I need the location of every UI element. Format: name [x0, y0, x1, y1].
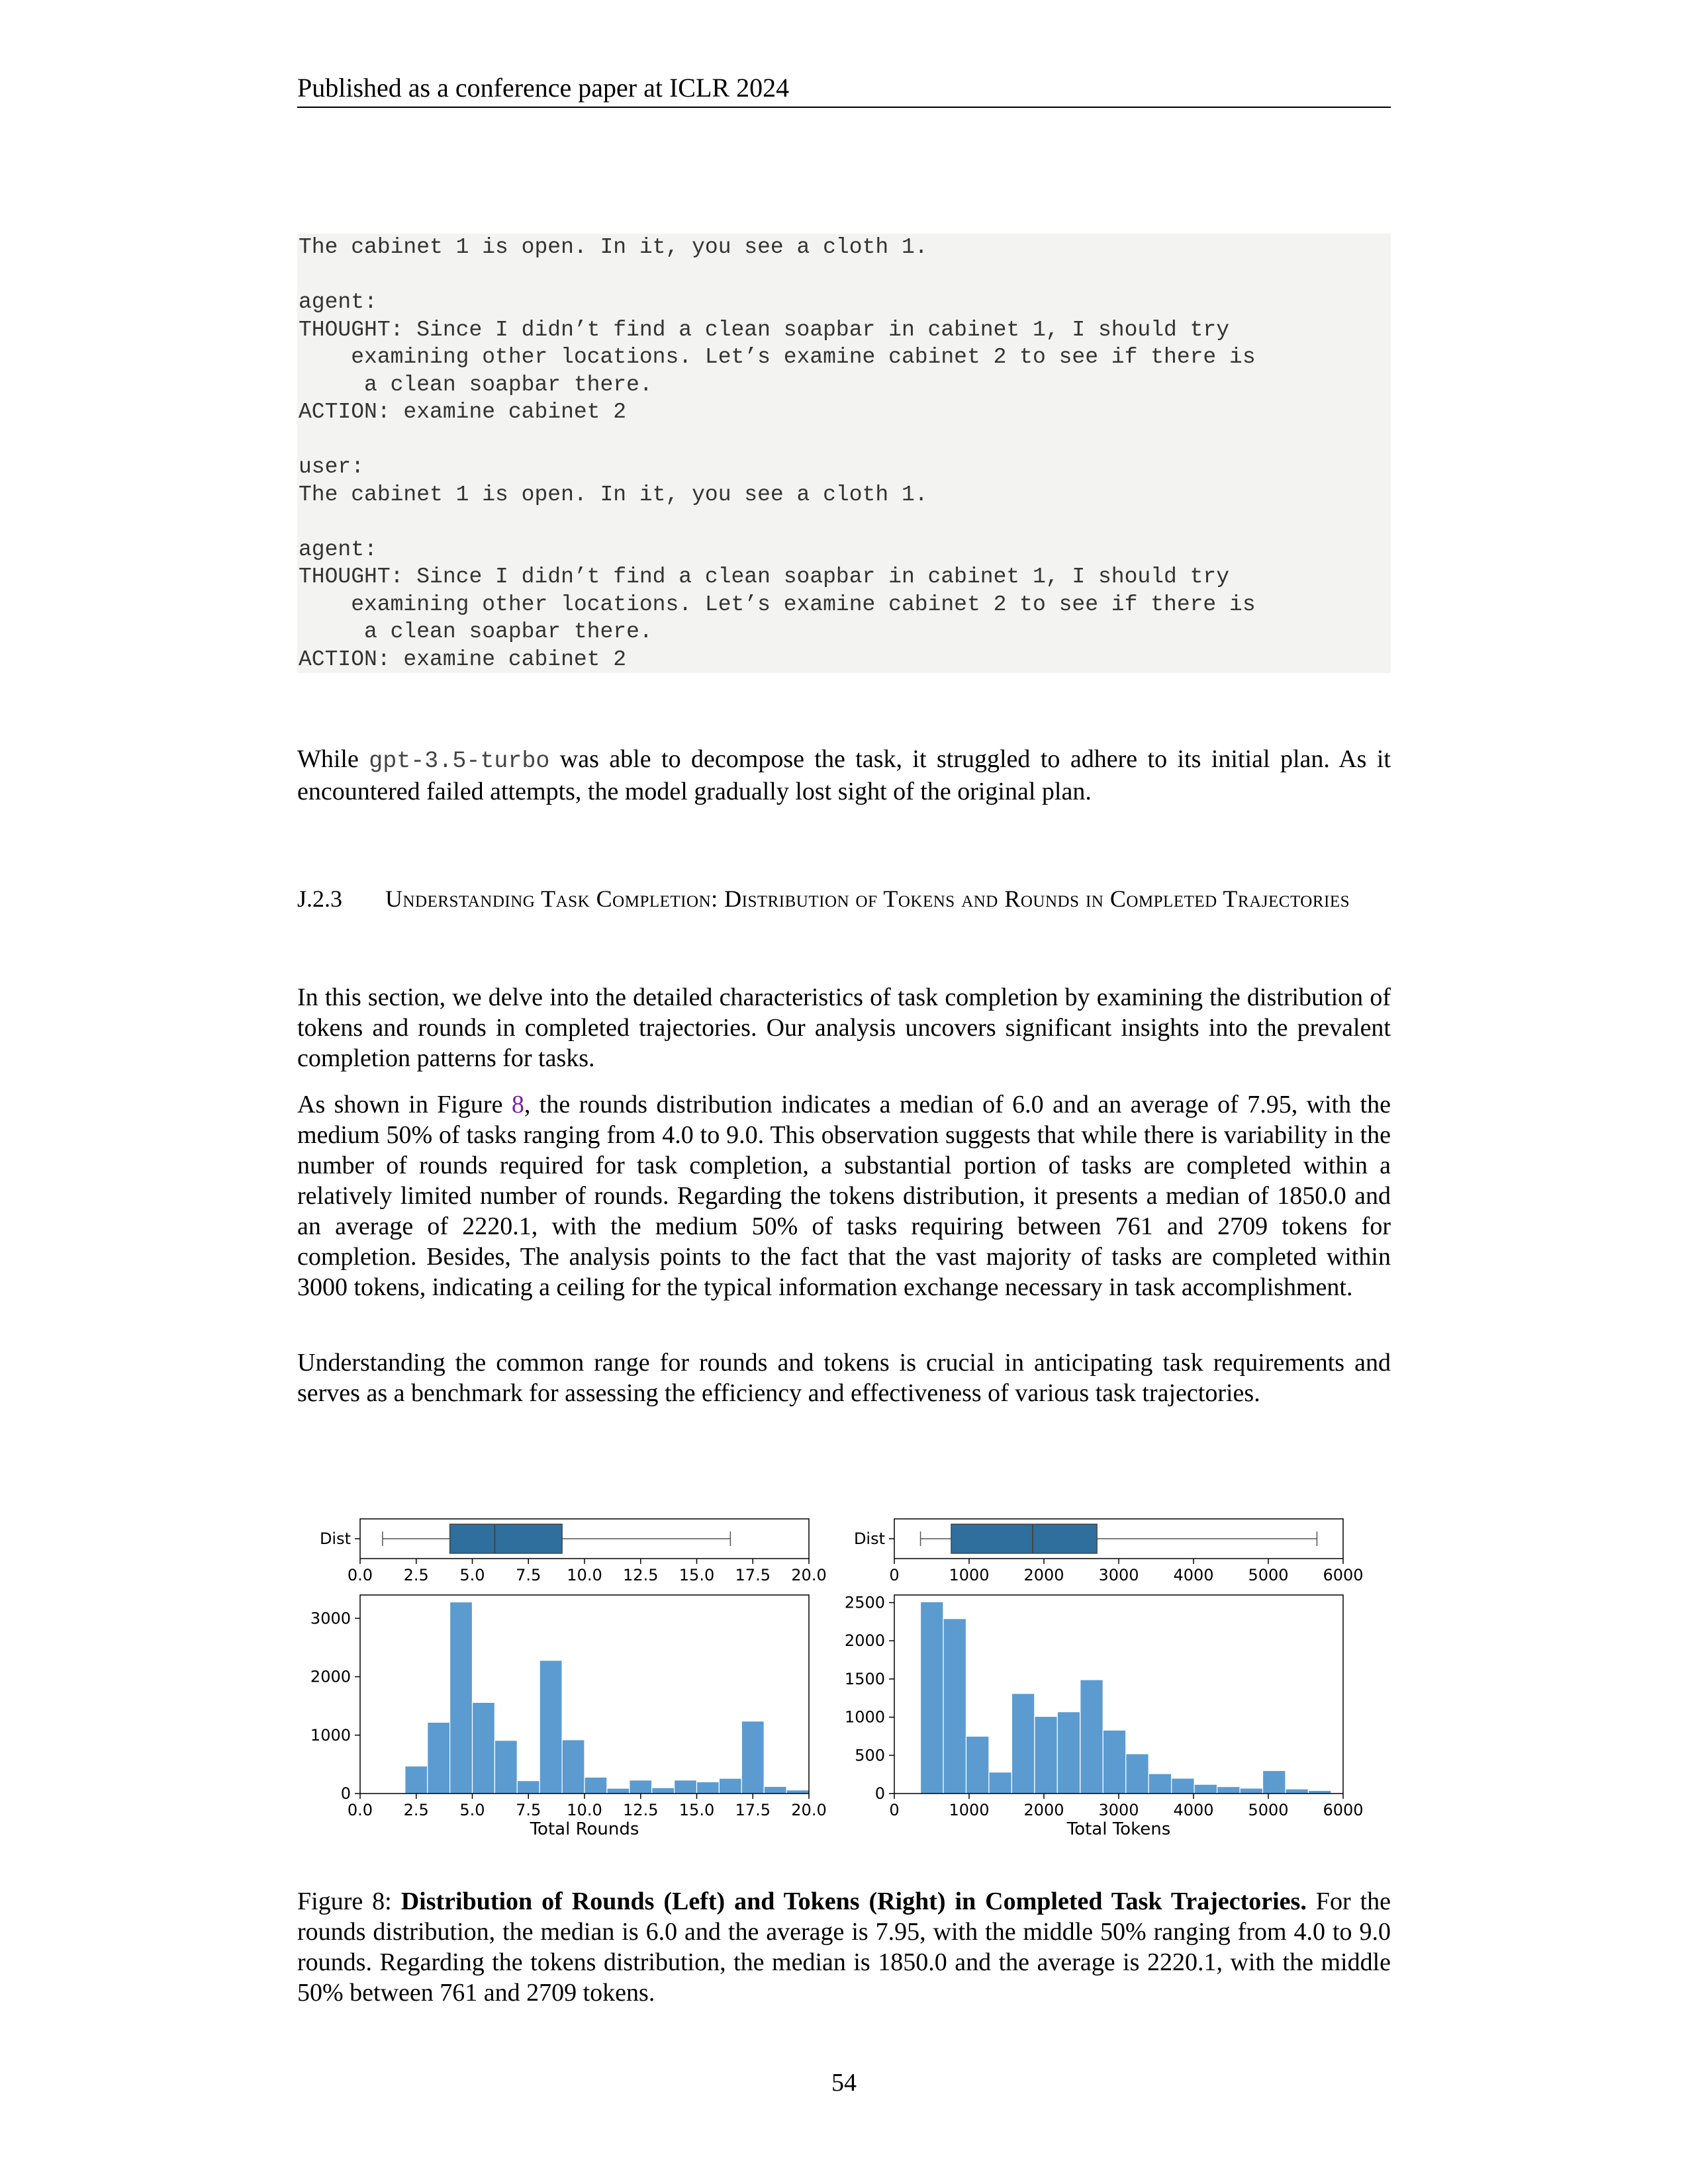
figure-caption: [297, 1886, 1391, 2008]
figure-8: [291, 1512, 1403, 1870]
histogram-bar: [450, 1602, 473, 1794]
box-x-tick-label: 1000: [949, 1566, 990, 1584]
histogram-bar: [675, 1780, 697, 1794]
histogram-bar: [1149, 1774, 1171, 1794]
box-x-tick-label: 20.0: [791, 1566, 827, 1584]
histogram-bar: [562, 1740, 585, 1794]
histogram-bar: [1217, 1787, 1240, 1794]
paragraph-text: , the rounds distribution indicates a median of 6.0 and an average of 7.95, with the medium 50% of tasks ranging from 4.0 to 9.0. This observation suggests that while there is variability in the number of rounds required for task completion, a substantial portion of tasks are completed within a relatively limited number of rounds. Regarding the tokens distribution, it presents a median of 1850.0 and an average of 2220.1, with the medium 50% of tasks requiring between 761 and 2709 tokens for completion. Besides, The analysis points to the fact that the vast majority of tasks are completed within 3000 tokens, indicating a ceiling for the typical information exchange necessary in task accomplishment.: [297, 1091, 1391, 1301]
histogram-bar: [697, 1782, 720, 1794]
histogram-y-tick-label: 500: [855, 1746, 885, 1765]
code-line: THOUGHT: Since I didn’t find a clean soapbar in cabinet 1, I should try: [299, 317, 1230, 342]
histogram-bar: [1057, 1712, 1080, 1794]
histogram-bar: [786, 1790, 809, 1794]
histogram-x-tick-label: 15.0: [679, 1801, 715, 1819]
histogram-bar: [405, 1766, 428, 1794]
histogram-bar: [1194, 1784, 1217, 1794]
box-x-tick-label: 0.0: [347, 1566, 373, 1584]
code-line: examining other locations. Let’s examine cabinet 2 to see if there is: [299, 345, 1256, 369]
histogram-bar: [630, 1780, 652, 1794]
box-x-tick-label: 3000: [1098, 1566, 1139, 1584]
histogram-y-tick-label: 0: [340, 1784, 351, 1803]
histogram-bar: [1126, 1754, 1149, 1794]
code-line: [299, 426, 1391, 454]
histogram-x-tick-label: 0.0: [347, 1801, 373, 1819]
box-x-tick-label: 10.0: [567, 1566, 602, 1584]
histogram-bar: [1172, 1778, 1194, 1794]
box-y-label: Dist: [319, 1529, 351, 1548]
histogram-x-tick-label: 10.0: [567, 1801, 602, 1819]
histogram-bar: [1011, 1694, 1034, 1794]
box-iqr: [951, 1524, 1097, 1553]
section-title: Understanding Task Completion: Distribution of Tokens and Rounds in Completed Trajectories: [385, 886, 1350, 912]
caption-label: Figure 8:: [297, 1888, 401, 1915]
paragraph-plan-adherence: [297, 744, 1391, 807]
histogram-bar: [1286, 1789, 1308, 1794]
histogram-bar: [1035, 1716, 1057, 1794]
histogram-x-tick-label: 2.5: [403, 1801, 429, 1819]
histogram-x-tick-label: 5.0: [459, 1801, 485, 1819]
running-header: Published as a conference paper at ICLR 2024: [297, 73, 790, 103]
histogram-bar: [764, 1786, 786, 1794]
box-iqr: [450, 1524, 563, 1553]
code-line: The cabinet 1 is open. In it, you see a cloth 1.: [299, 235, 928, 259]
paragraph-text: While: [297, 745, 369, 773]
histogram-bar: [473, 1702, 495, 1794]
box-x-tick-label: 4000: [1173, 1566, 1214, 1584]
box-x-tick-label: 5.0: [459, 1566, 485, 1584]
histogram-x-tick-label: 4000: [1173, 1801, 1214, 1819]
histogram-bar: [921, 1602, 943, 1794]
histogram-x-tick-label: 1000: [949, 1801, 990, 1819]
code-line: [299, 508, 1391, 536]
header-rule: [297, 107, 1391, 108]
histogram-y-tick-label: 1500: [844, 1669, 885, 1688]
histogram-x-tick-label: 2000: [1023, 1801, 1064, 1819]
page-number: 54: [831, 2069, 857, 2097]
histogram-bar: [1263, 1770, 1286, 1794]
box-x-tick-label: 7.5: [516, 1566, 541, 1584]
box-x-tick-label: 2.5: [403, 1566, 429, 1584]
histogram-x-tick-label: 20.0: [791, 1801, 827, 1819]
code-line: ACTION: examine cabinet 2: [299, 647, 627, 672]
histogram-x-tick-label: 3000: [1098, 1801, 1139, 1819]
histogram-bar: [1240, 1788, 1262, 1794]
histogram-bar: [585, 1777, 607, 1794]
code-line: THOUGHT: Since I didn’t find a clean soapbar in cabinet 1, I should try: [299, 565, 1230, 589]
box-x-tick-label: 6000: [1323, 1566, 1364, 1584]
code-line: a clean soapbar there.: [299, 619, 653, 644]
histogram-y-tick-label: 0: [874, 1784, 885, 1803]
code-line: ACTION: examine cabinet 2: [299, 400, 627, 424]
histogram-bar: [517, 1781, 539, 1794]
histogram-x-axis-label: Total Tokens: [1066, 1819, 1171, 1839]
histogram-bar: [494, 1741, 517, 1794]
box-x-tick-label: 12.5: [623, 1566, 659, 1584]
code-line: [299, 261, 1391, 289]
histogram-x-tick-label: 6000: [1323, 1801, 1364, 1819]
paragraph-text: was able to decompose the task, it struggled to adhere to its initial plan. As it encountered failed attempts, the model gradually lost sight of the original plan.: [297, 745, 1391, 805]
figure-ref-link[interactable]: 8: [511, 1091, 524, 1118]
caption-text: For the rounds distribution, the median is 6.0 and the average is 7.95, with the middle 50% ranging from 4.0 to 9.0 rounds. Regarding the tokens distribution, the median is 1850.0 and the average is 2220.1, with the middle 50% between 761 and 2709 tokens.: [297, 1888, 1391, 2007]
histogram-bar: [741, 1721, 764, 1794]
histogram-y-tick-label: 2000: [844, 1631, 885, 1651]
histogram-y-tick-label: 1000: [844, 1707, 885, 1727]
code-line: a clean soapbar there.: [299, 372, 653, 397]
box-x-tick-label: 17.5: [735, 1566, 771, 1584]
histogram-bar: [1103, 1730, 1125, 1794]
histogram-y-tick-label: 2500: [844, 1593, 885, 1612]
histogram-bar: [652, 1788, 675, 1794]
histogram-x-tick-label: 7.5: [516, 1801, 541, 1819]
box-x-tick-label: 15.0: [679, 1566, 715, 1584]
histogram-bar: [539, 1661, 562, 1794]
histogram-y-tick-label: 2000: [310, 1667, 351, 1686]
box-y-label: Dist: [853, 1529, 885, 1548]
code-line: The cabinet 1 is open. In it, you see a cloth 1.: [299, 482, 928, 507]
code-block: [297, 234, 1391, 673]
code-line: examining other locations. Let’s examine cabinet 2 to see if there is: [299, 592, 1256, 617]
code-line: user:: [299, 455, 365, 479]
distribution-charts: [291, 1512, 1403, 1870]
box-x-tick-label: 2000: [1023, 1566, 1064, 1584]
histogram-bar: [989, 1772, 1011, 1794]
code-line: agent:: [299, 537, 377, 562]
histogram-bar: [428, 1722, 450, 1794]
histogram-x-tick-label: 12.5: [623, 1801, 659, 1819]
box-x-tick-label: 0: [889, 1566, 900, 1584]
paragraph-analysis: [297, 1089, 1391, 1302]
histogram-y-tick-label: 3000: [310, 1609, 351, 1628]
histogram-y-tick-label: 1000: [310, 1725, 351, 1745]
histogram-x-tick-label: 0: [889, 1801, 900, 1819]
model-name-code: gpt-3.5-turbo: [369, 748, 550, 774]
histogram-x-tick-label: 17.5: [735, 1801, 771, 1819]
histogram-bar: [1080, 1680, 1103, 1794]
histogram-bar: [966, 1736, 988, 1794]
histogram-x-axis-label: Total Rounds: [530, 1819, 639, 1839]
histogram-bar: [607, 1788, 630, 1794]
histogram-x-tick-label: 5000: [1248, 1801, 1289, 1819]
histogram-bar: [719, 1778, 741, 1794]
histogram-bar: [943, 1619, 966, 1794]
code-line: agent:: [299, 290, 377, 314]
box-x-tick-label: 5000: [1248, 1566, 1289, 1584]
caption-title: Distribution of Rounds (Left) and Tokens (Right) in Completed Task Trajectories.: [400, 1888, 1307, 1915]
paragraph-conclusion: Understanding the common range for rounds and tokens is crucial in anticipating task requirements and serves as a benchmark for assessing the efficiency and effectiveness of various task trajectories.: [297, 1349, 1391, 1407]
section-number: J.2.3: [297, 886, 343, 912]
paragraph-intro: In this section, we delve into the detailed characteristics of task completion by examining the distribution of tokens and rounds in completed trajectories. Our analysis uncovers significant insights into the prevalent completion patterns for tasks.: [297, 983, 1391, 1072]
paragraph-text: As shown in Figure: [297, 1091, 512, 1118]
